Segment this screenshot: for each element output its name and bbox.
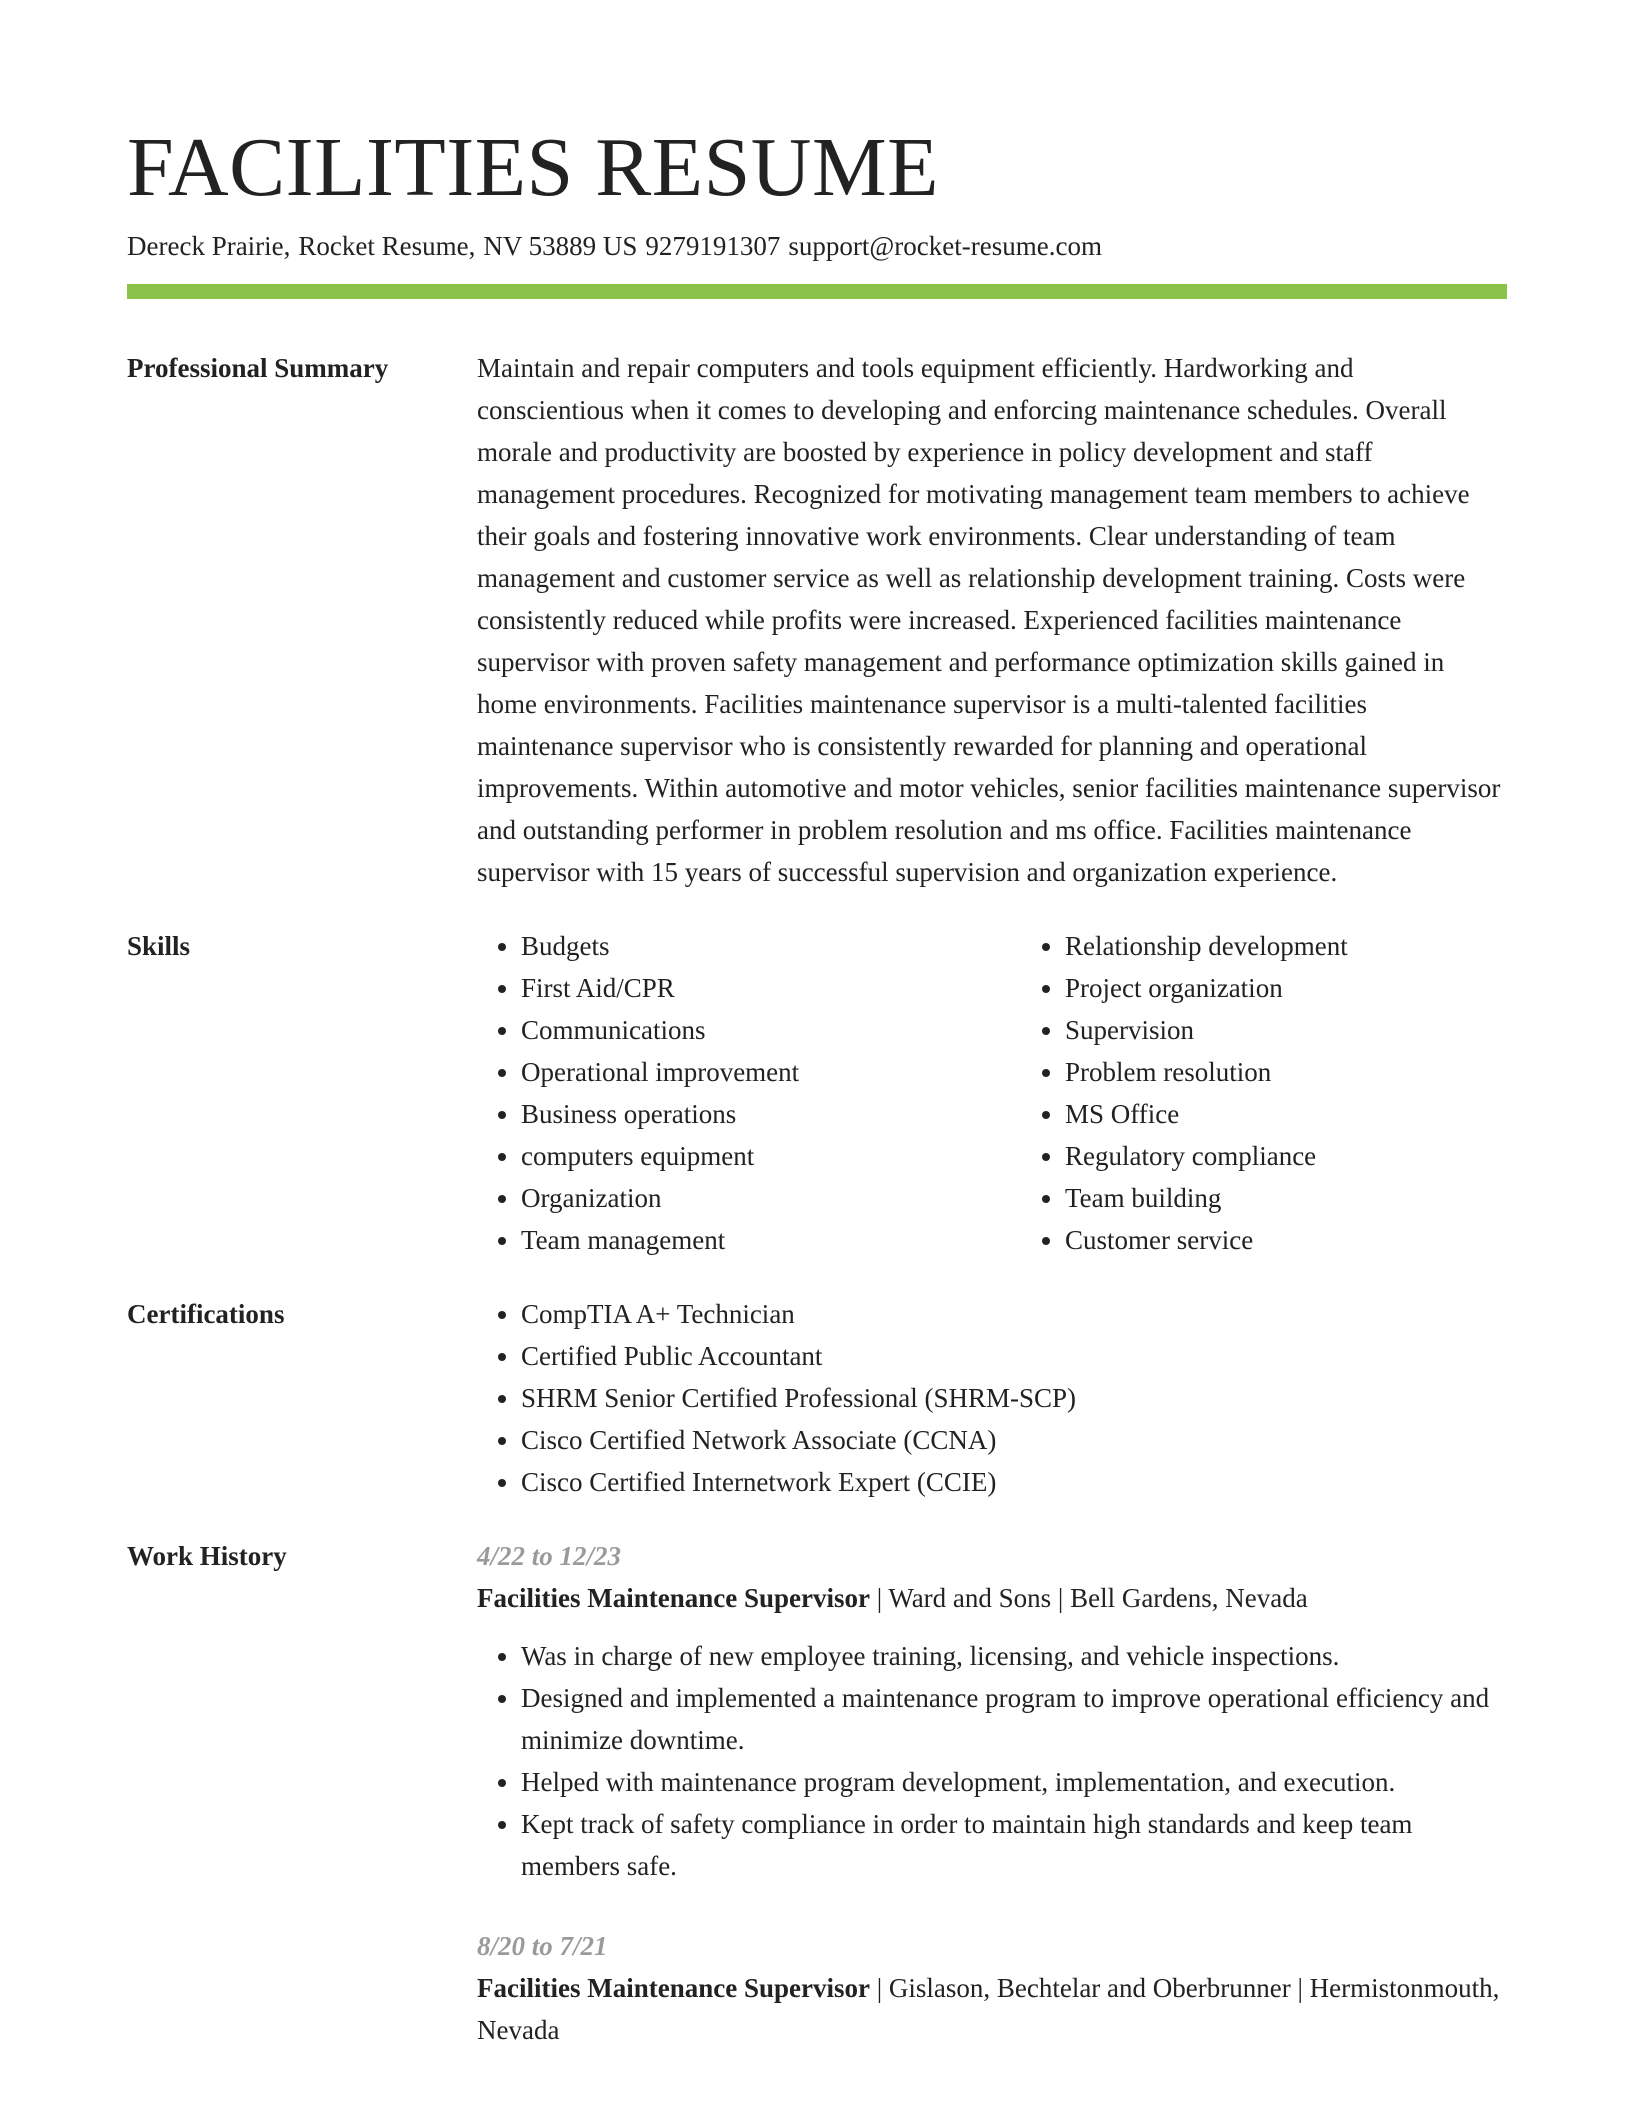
skill-item: • Team building (1065, 1177, 1565, 1219)
work-history-section (127, 1535, 1507, 2089)
skill-item: • Supervision (1065, 1009, 1565, 1051)
job-title: Facilities Maintenance Supervisor (477, 1583, 870, 1613)
certification-item: • SHRM Senior Certified Professional (SHRM-SCP) (521, 1377, 1507, 1419)
skill-item: • Organization (521, 1177, 1021, 1219)
job-title: Facilities Maintenance Supervisor (477, 1973, 870, 2003)
skill-item: • Budgets (521, 925, 1021, 967)
job-details: | Ward and Sons | Bell Gardens, Nevada (869, 1583, 1308, 1613)
certifications-label: Certifications (127, 1299, 285, 1329)
certification-item: • Certified Public Accountant (521, 1335, 1507, 1377)
skill-item: • Relationship development (1065, 925, 1565, 967)
skill-item: • Customer service (1065, 1219, 1565, 1261)
job-entry (477, 1535, 1507, 1887)
skill-item: • Problem resolution (1065, 1051, 1565, 1093)
certification-item: • CompTIA A+ Technician (521, 1293, 1507, 1335)
contact-email: support@rocket-resume.com (788, 231, 1102, 261)
contact-name: Dereck Prairie, (127, 231, 291, 261)
work-history-label: Work History (127, 1541, 287, 1571)
skills-section (127, 925, 1507, 1261)
skill-item: • Regulatory compliance (1065, 1135, 1565, 1177)
job-bullet: • Designed and implemented a maintenance program to improve operational efficiency and minimize downtime. (521, 1677, 1507, 1761)
contact-company: Rocket Resume, (298, 231, 476, 261)
job-heading (477, 1577, 1507, 1619)
job-dates: 8/20 to 7/21 (477, 1931, 608, 1961)
skill-item: • MS Office (1065, 1093, 1565, 1135)
certifications-section (127, 1293, 1507, 1503)
job-entry (477, 1925, 1507, 2051)
job-heading (477, 1967, 1507, 2051)
skill-item: • Communications (521, 1009, 1021, 1051)
skills-list-left (477, 925, 1021, 1261)
job-details: | Gislason, Bechtelar and Oberbrunner | Hermistonmouth, Nevada (477, 1973, 1500, 2045)
contact-phone: 9279191307 (645, 231, 781, 261)
summary-label: Professional Summary (127, 353, 389, 383)
job-bullets (477, 1635, 1507, 1887)
contact-location: NV 53889 US (483, 231, 638, 261)
skill-item: • Project organization (1065, 967, 1565, 1009)
accent-divider (127, 284, 1507, 299)
certification-item: • Cisco Certified Internetwork Expert (CCIE) (521, 1461, 1507, 1503)
contact-line (127, 228, 1507, 264)
summary-section (127, 347, 1507, 893)
summary-text: Maintain and repair computers and tools equipment efficiently. Hardworking and conscientious when it comes to developing and enforcing maintenance schedules. Overall morale and productivity are boosted by experience in policy development and staff management procedures. Recognized for motivating management team members to achieve their goals and fostering innovative work environments. Clear understanding of team management and customer service as well as relationship development training. Costs were consistently reduced while profits were increased. Experienced facilities maintenance supervisor with proven safety management and performance optimization skills gained in home environments. Facilities maintenance supervisor is a multi-talented facilities maintenance supervisor who is consistently rewarded for planning and operational improvements. Within automotive and motor vehicles, senior facilities maintenance supervisor and outstanding performer in problem resolution and ms office. Facilities maintenance supervisor with 15 years of successful supervision and organization experience. (477, 353, 1501, 887)
skill-item: • Operational improvement (521, 1051, 1021, 1093)
certifications-list (477, 1293, 1507, 1503)
skill-item: • Business operations (521, 1093, 1021, 1135)
skills-list-right (1021, 925, 1565, 1261)
skill-item: • Team management (521, 1219, 1021, 1261)
certification-item: • Cisco Certified Network Associate (CCNA) (521, 1419, 1507, 1461)
resume-title: FACILITIES RESUME (127, 121, 939, 214)
job-bullet: • Helped with maintenance program development, implementation, and execution. (521, 1761, 1507, 1803)
skill-item: • computers equipment (521, 1135, 1021, 1177)
job-bullet: • Kept track of safety compliance in order to maintain high standards and keep team members safe. (521, 1803, 1507, 1887)
job-dates: 4/22 to 12/23 (477, 1541, 622, 1571)
job-bullet: • Was in charge of new employee training, licensing, and vehicle inspections. (521, 1635, 1507, 1677)
skill-item: • First Aid/CPR (521, 967, 1021, 1009)
skills-label: Skills (127, 931, 191, 961)
